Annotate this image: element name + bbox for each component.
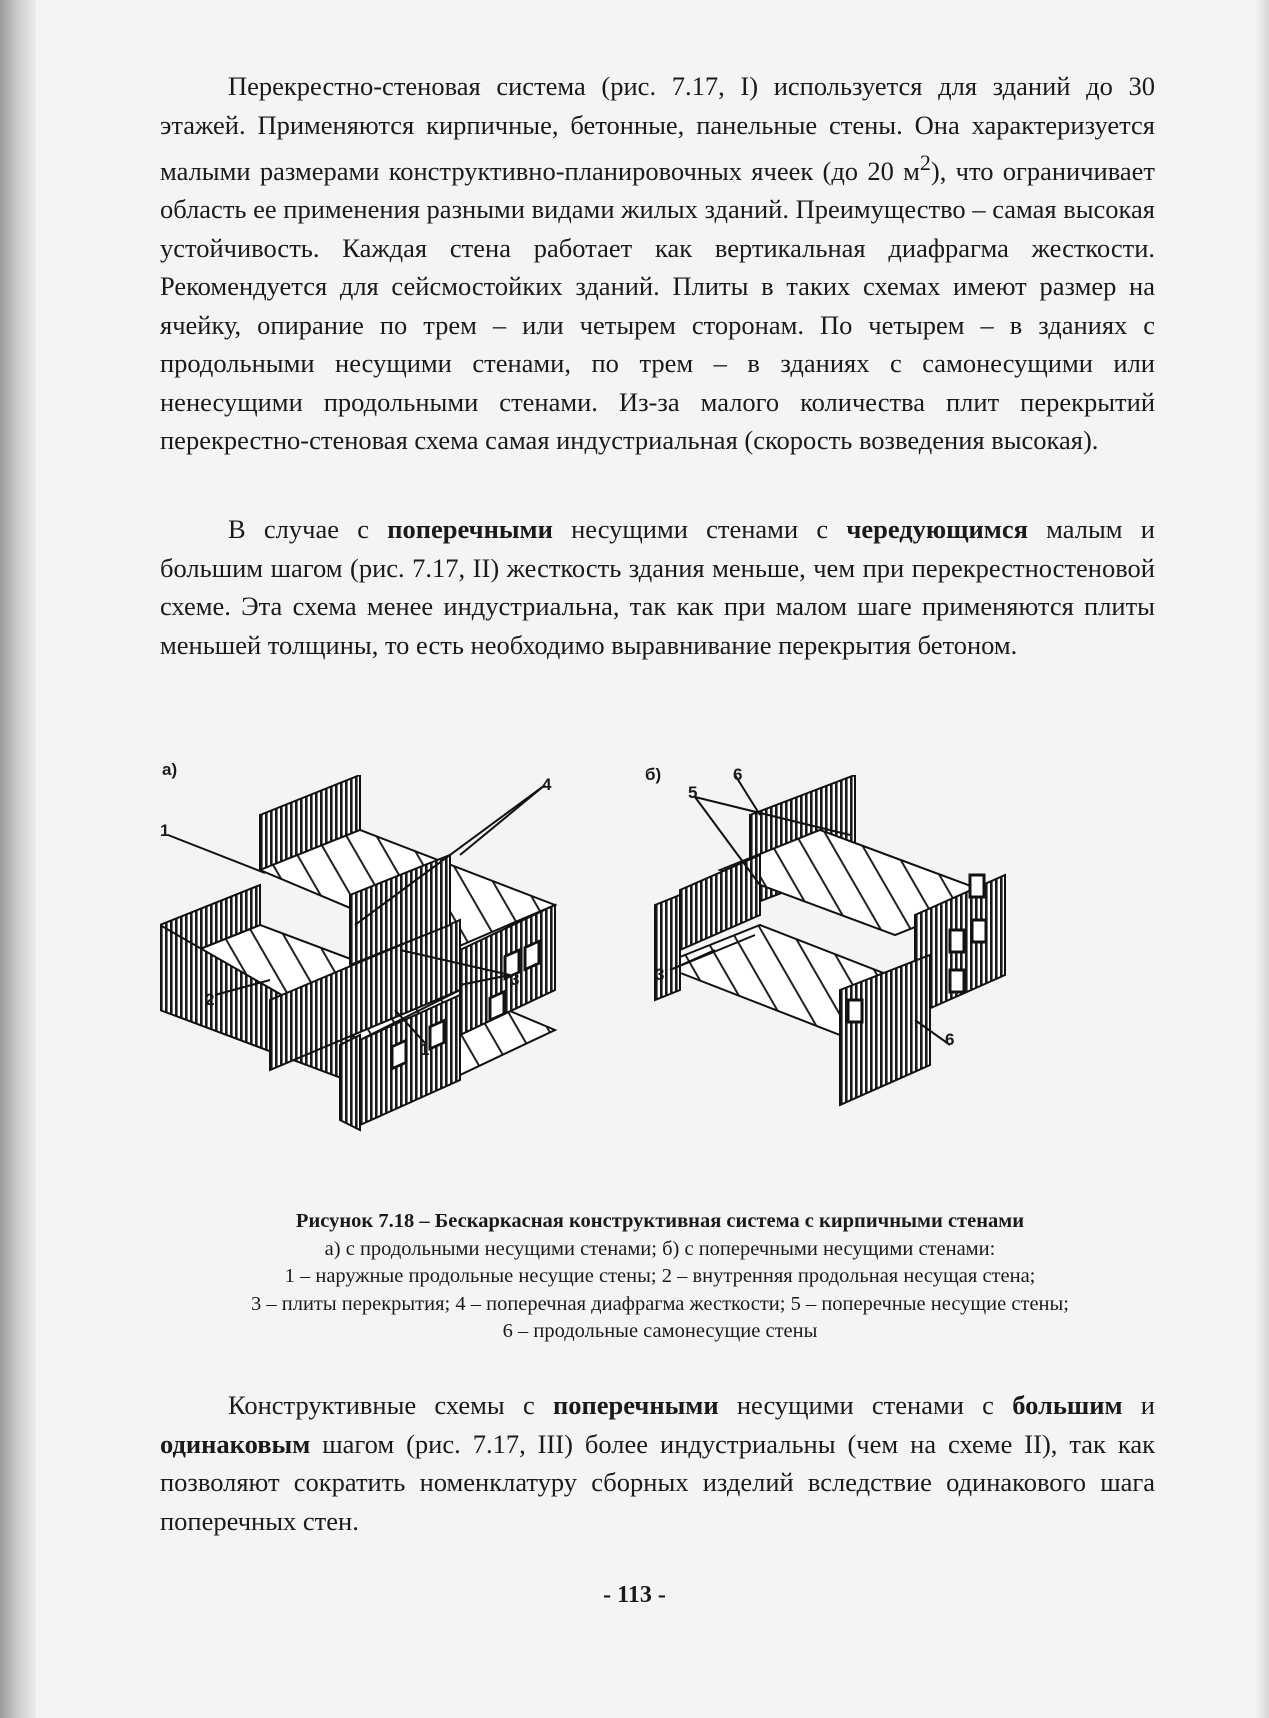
callout-b-6: 6: [733, 765, 743, 784]
text-run: В случае с: [228, 514, 388, 544]
caption-title: Рисунок 7.18 – Бескаркасная конструктивная система с кирпичными стенами: [295, 1210, 1025, 1232]
caption-line-4: 6 – продольные самонесущие стены: [502, 1320, 818, 1342]
text-run: малым и большим шагом (рис. 7.17, II) жесткость здания меньше, чем при перекрестностеновой схеме. Эта схема менее индустриальна, так как при малом шаге применяются плиты меньшей толщины, то есть необходимо выравнивание перекрытия бетоном.: [160, 514, 1155, 660]
callout-b-6-bottom: 6: [945, 1030, 955, 1049]
figure-drawing: [160, 775, 1155, 1200]
panel-a-label: а): [162, 760, 178, 779]
caption-line-3: 3 – плиты перекрытия; 4 – поперечная диафрагма жесткости; 5 – поперечные несущие стены;: [251, 1292, 1069, 1315]
callout-b-3: 3: [655, 965, 665, 984]
caption-line-2: 1 – наружные продольные несущие стены; 2 – внутренняя продольная несущая стена;: [284, 1265, 1036, 1287]
bold-run: поперечными: [387, 514, 553, 544]
bold-run: одинаковым: [160, 1428, 311, 1459]
callout-a-1: 1: [160, 821, 170, 840]
text-run: Перекрестно-стеновая система (рис. 7.17, I) используется для зданий до 30 этажей. Применяются кирпичные, бетонные, панельные стены. Она характеризуется малыми размерами конструктивно-планировочных ячеек (до 20 м: [160, 71, 1155, 186]
text-run: несущими стенами с: [552, 514, 847, 544]
callout-a-3: 3: [510, 970, 520, 989]
text-run: шагом (рис. 7.17, III) более индустриальны (чем на схеме II), так как позволяют сократить номенклатуру сборных изделий вследствие одинакового шага поперечных стен.: [160, 1428, 1155, 1536]
panel-b-label: б): [645, 765, 662, 784]
bold-run: большим: [1012, 1390, 1123, 1420]
bold-run: чередующимся: [846, 514, 1028, 544]
diagram-longitudinal-walls: [160, 775, 555, 1130]
paragraph-transverse-equal: [160, 1386, 1155, 1540]
scan-shadow-right: [1255, 0, 1269, 1718]
caption-line-1: а) с продольными несущими стенами; б) с поперечными несущими стенами:: [324, 1237, 996, 1260]
text-run: Конструктивные схемы с: [228, 1390, 553, 1420]
paragraph-transverse-alternating: [160, 510, 1155, 664]
callout-b-5: 5: [688, 783, 698, 802]
superscript: 2: [919, 150, 931, 175]
diagram-transverse-walls: [655, 775, 1005, 1105]
scan-shadow-left: [0, 0, 36, 1718]
paragraph-cross-wall-system: [160, 67, 1155, 460]
page-number: - 113 -: [603, 1582, 666, 1608]
text-run: ), что ограничивает область ее применения разными видами жилых зданий. Преимущество – самая высокая устойчивость. Каждая стена работает как вертикальная диафрагма жесткости. Рекомендуется для сейсмостойких зданий. Плиты в таких схемах имеют размер на ячейку, опирание по трем – или четырем сторонам. По четырем – в зданиях с продольными несущими стенами, по трем – в зданиях с самонесущими или ненесущими продольными стенами. Из-за малого количества плит перекрытий перекрестно-стеновая схема самая индустриальная (скорость возведения высокая).: [160, 155, 1155, 456]
callout-a-1-bottom: 1: [420, 1040, 430, 1059]
bold-run: поперечными: [553, 1390, 719, 1420]
figure-7-18: [160, 760, 1155, 1200]
callout-a-4: 4: [542, 775, 552, 794]
figure-caption: [130, 1208, 1190, 1346]
callout-a-2: 2: [205, 990, 215, 1009]
text-run: и: [1122, 1390, 1155, 1420]
text-run: несущими стенами с: [718, 1390, 1013, 1420]
